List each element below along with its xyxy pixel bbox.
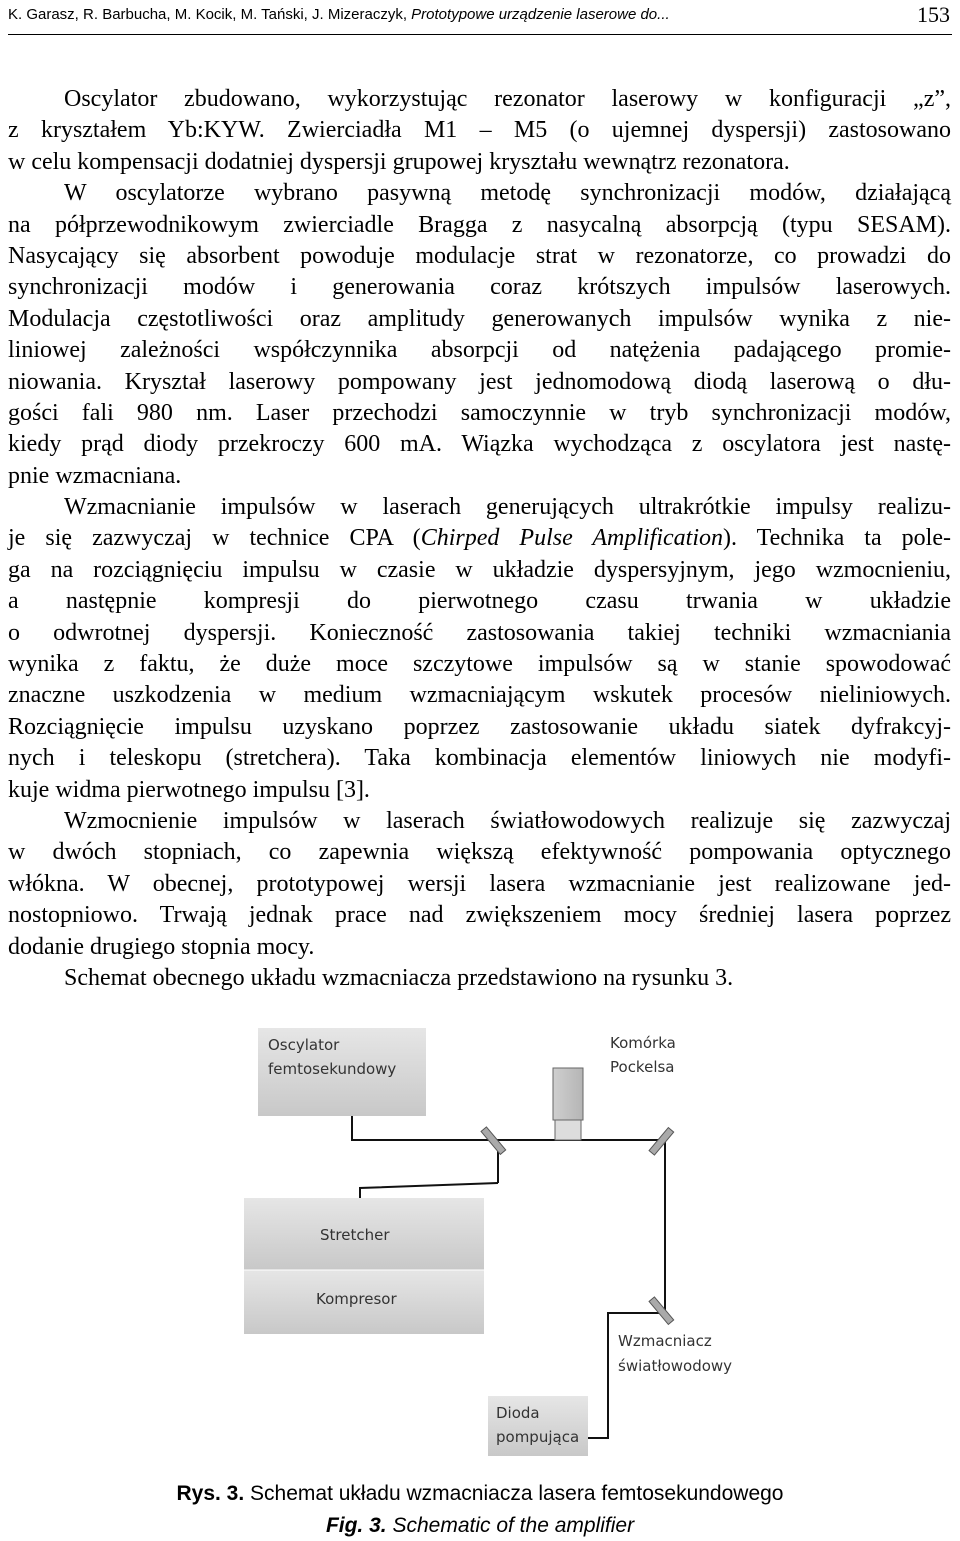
compressor-label: Kompresor <box>316 1290 397 1308</box>
text-line: w dwóch stopniach, co zapewnia większą efektywność pompowania optycznego <box>8 839 951 866</box>
header-title: Prototypowe urządzenie laserowe do... <box>411 6 670 23</box>
pump-diode-box <box>488 1396 588 1456</box>
text-line: kuje widma pierwotnego impulsu [3]. <box>8 776 370 803</box>
body-text <box>8 84 951 994</box>
text-line: dodanie drugiego stopnia mocy. <box>8 933 315 960</box>
oscillator-label-2: femtosekundowy <box>268 1060 397 1078</box>
text-line: kiedy prąd diody przekroczy 600 mA. Wiązka wychodząca z oscylatora jest nastę- <box>8 431 951 458</box>
figure-caption-en <box>0 1514 960 1538</box>
diode-label-1: Dioda <box>496 1404 540 1422</box>
text-line: Schemat obecnego układu wzmacniacza przedstawiono na rysunku 3. <box>64 964 734 991</box>
text-line: wynika z faktu, że duże moce szczytowe impulsów są w stanie spowodować <box>8 651 951 678</box>
text-line: niowania. Kryształ laserowy pompowany jest jednomodową diodą laserową o dłu- <box>8 368 951 395</box>
amplifier-schematic <box>0 1028 960 1478</box>
text-line: Rozciągnięcie impulsu uzyskano poprzez zastosowanie układu siatek dyfrakcyj- <box>8 713 951 740</box>
amplifier-label-1: Wzmacniacz <box>618 1332 712 1350</box>
text-line: w celu kompensacji dodatniej dyspersji grupowej kryształu wewnątrz rezonatora. <box>8 148 790 175</box>
text-line: Wzmocnienie impulsów w laserach światłowodowych realizuje się zazwyczaj <box>64 807 951 834</box>
text-line: nych i teleskopu (stretchera). Taka kombinacja elementów liniowych nie modyfi- <box>8 745 951 772</box>
text-line: z kryształem Yb:KYW. Zwierciadła M1 – M5 (o ujemnej dyspersji) zastosowano <box>8 117 951 144</box>
amplifier-label-2: światłowodowy <box>618 1357 733 1375</box>
caption-en-label: Fig. 3. <box>325 1514 387 1537</box>
text-line: Wzmacnianie impulsów w laserach generujących ultrakrótkie impulsy realizu- <box>64 494 951 521</box>
oscillator-box <box>258 1028 426 1116</box>
page-number: 153 <box>917 2 950 27</box>
header-authors: K. Garasz, R. Barbucha, M. Kocik, M. Tański, J. Mizeraczyk, <box>8 6 412 23</box>
fiber-amplifier <box>618 1332 732 1375</box>
caption-en-text: Schematic of the amplifier <box>386 1514 635 1537</box>
stretcher-label: Stretcher <box>320 1226 390 1244</box>
pockels-label-1: Komórka <box>610 1034 676 1052</box>
text-line: nostopniowo. Trwają jednak prace nad zwiększeniem mocy średniej lasera poprzez <box>8 902 951 929</box>
text-line: znaczne uszkodzenia w medium wzmacniającym wskutek procesów nieliniowych. <box>8 682 951 709</box>
diode-label-2: pompująca <box>496 1428 580 1446</box>
italic-term: Chirped Pulse Amplification <box>420 525 724 552</box>
header-citation <box>8 6 670 23</box>
text-line: pnie wzmacniana. <box>8 462 182 489</box>
text-line: ga na rozciągnięciu impulsu w czasie w układzie dyspersyjnym, jego wzmocnieniu, <box>8 556 951 583</box>
text-line: Oscylator zbudowano, wykorzystując rezonator laserowy w konfiguracji „z”, <box>64 86 951 112</box>
text-line: gości fali 980 nm. Laser przechodzi samoczynnie w tryb synchronizacji modów, <box>8 399 951 426</box>
text-line: o odwrotnej dyspersji. Konieczność zastosowania takiej techniki wzmacniania <box>8 619 951 646</box>
pockels-cell <box>553 1034 676 1140</box>
compressor-box <box>244 1270 484 1334</box>
mirror-2 <box>649 1128 674 1155</box>
text-line: Nasycający się absorbent powoduje modulacje strat w rezonatorze, co prowadzi do <box>8 242 951 269</box>
text-line: włókna. W obecnej, prototypowej wersji lasera wzmacnianie jest realizowane jed- <box>8 870 951 897</box>
text-segment: ). Technika ta pole- <box>723 525 951 552</box>
figure-caption-pl <box>0 1482 960 1506</box>
caption-pl-text: Schemat układu wzmacniacza lasera femtosekundowego <box>244 1482 784 1505</box>
pockels-label-2: Pockelsa <box>610 1058 675 1076</box>
text-line: na półprzewodnikowym zwierciadle Bragga z nasycalną absorpcją (typu SESAM). <box>8 211 951 238</box>
stretcher-box <box>244 1198 484 1270</box>
oscillator-label-1: Oscylator <box>268 1036 340 1054</box>
text-line <box>8 523 951 554</box>
text-line: Modulacja częstotliwości oraz amplitudy generowanych impulsów wynika z nie- <box>8 305 951 332</box>
caption-pl-label: Rys. 3. <box>176 1482 245 1505</box>
text-segment: je się zazwyczaj w technice CPA ( <box>8 525 421 552</box>
text-line: a następnie kompresji do pierwotnego czasu trwania w układzie <box>8 588 951 615</box>
text-line: W oscylatorze wybrano pasywną metodę synchronizacji modów, działającą <box>64 180 951 207</box>
text-line: synchronizacji modów i generowania coraz krótszych impulsów laserowych. <box>8 274 951 301</box>
mirror-3 <box>649 1297 674 1324</box>
running-header <box>8 0 952 35</box>
text-line: liniowej zależności współczynnika absorpcji od natężenia padającego promie- <box>8 337 951 364</box>
